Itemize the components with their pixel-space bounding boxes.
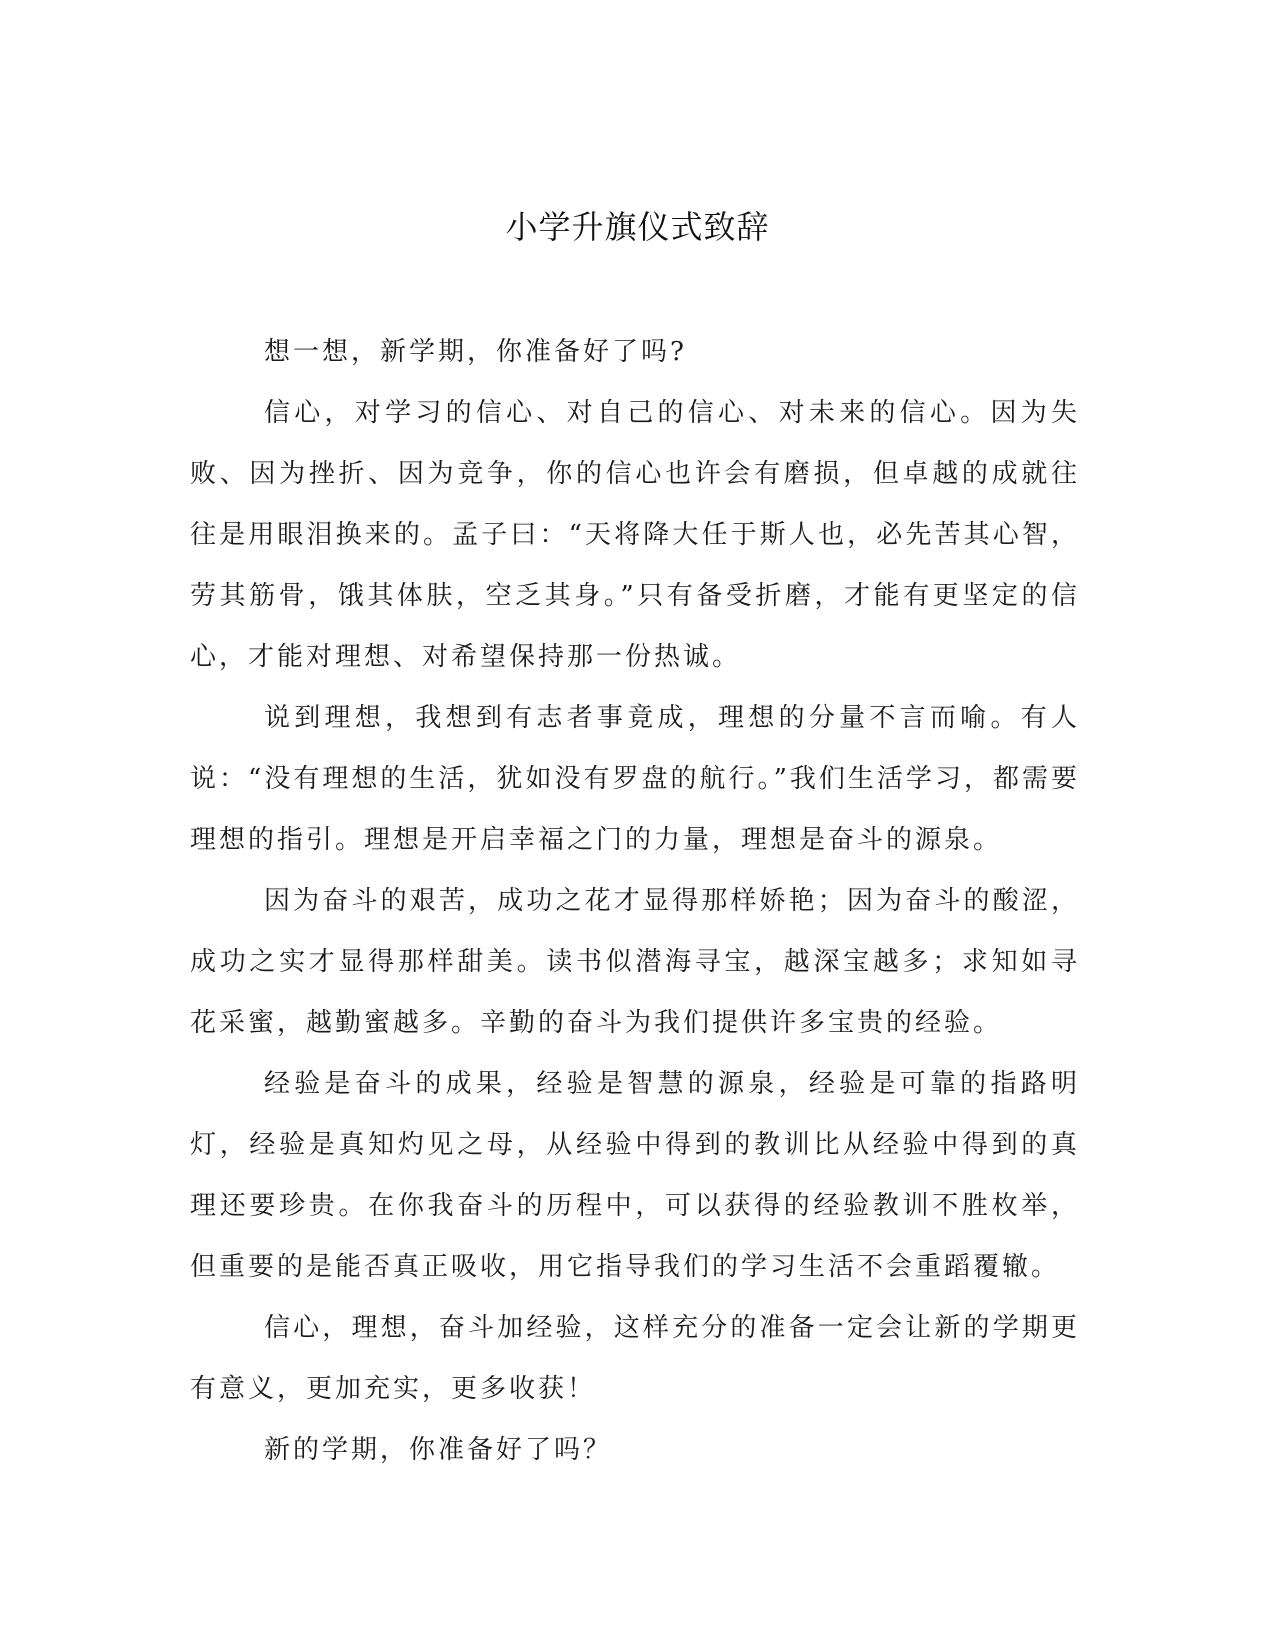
paragraph-2: 信心，对学习的信心、对自己的信心、对未来的信心。因为失败、因为挫折、因为竞争，你的信心也许会有磨损，但卓越的成就往往是用眼泪换来的。孟子曰：“天将降大任于斯人也，必先苦其心智，劳其筋骨，饿其体肤，空乏其身。”只有备受折磨，才能有更坚定的信心，才能对理想、对希望保持那一份热诚。 [190, 398, 1080, 672]
paragraph-6: 信心，理想，奋斗加经验，这样充分的准备一定会让新的学期更有意义，更加充实，更多收获！ [190, 1313, 1080, 1404]
paragraph-4: 因为奋斗的艰苦，成功之花才显得那样娇艳；因为奋斗的酸涩，成功之实才显得那样甜美。读书似潜海寻宝，越深宝越多；求知如寻花采蜜，越勤蜜越多。辛勤的奋斗为我们提供许多宝贵的经验。 [190, 886, 1080, 1038]
document-body [190, 322, 1080, 1481]
paragraph-7: 新的学期，你准备好了吗？ [264, 1435, 613, 1465]
document-title: 小学升旗仪式致辞 [505, 208, 770, 246]
paragraph-1: 想一想，新学期，你准备好了吗? [264, 337, 687, 367]
paragraph-5: 经验是奋斗的成果，经验是智慧的源泉，经验是可靠的指路明灯，经验是真知灼见之母，从经验中得到的教训比从经验中得到的真理还要珍贵。在你我奋斗的历程中，可以获得的经验教训不胜枚举，但重要的是能否真正吸收，用它指导我们的学习生活不会重蹈覆辙。 [190, 1069, 1080, 1282]
paragraph-3: 说到理想，我想到有志者事竟成，理想的分量不言而喻。有人说：“没有理想的生活，犹如没有罗盘的航行。”我们生活学习，都需要理想的指引。理想是开启幸福之门的力量，理想是奋斗的源泉。 [190, 703, 1080, 855]
